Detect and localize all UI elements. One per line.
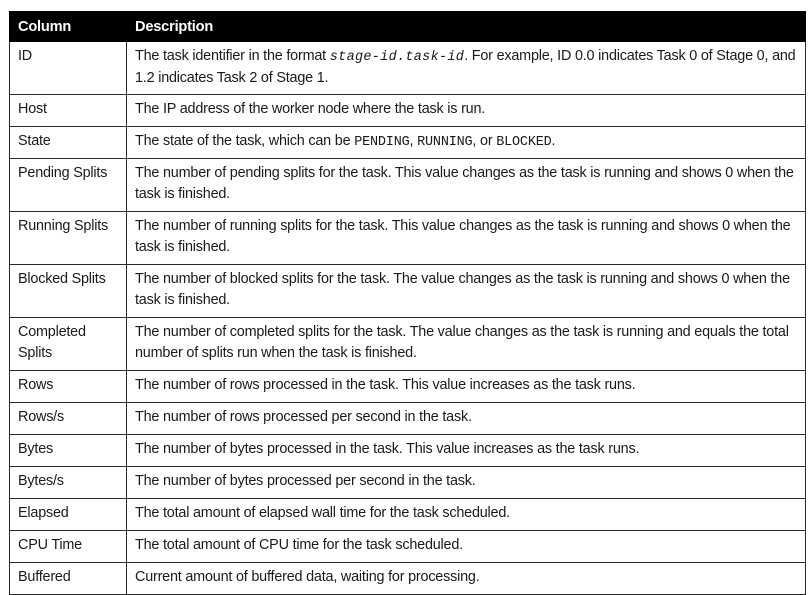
row-description: The number of rows processed per second in the task. [127, 403, 806, 435]
table-row [10, 318, 806, 371]
table-row [10, 435, 806, 467]
row-description: The task identifier in the format stage-id.task-id. For example, ID 0.0 indicates Task 0 of Stage 0, and 1.2 indicates Task 2 of Stage 1. [127, 42, 806, 95]
table-row [10, 212, 806, 265]
table-row [10, 563, 806, 595]
row-column-name: Pending Splits [10, 159, 127, 212]
table-row [10, 467, 806, 499]
state-code-blocked: BLOCKED [496, 135, 552, 150]
table-row [10, 499, 806, 531]
row-column-name: Blocked Splits [10, 265, 127, 318]
table-row [10, 371, 806, 403]
table-row [10, 531, 806, 563]
table-row [10, 403, 806, 435]
row-description: The number of bytes processed in the task. This value increases as the task runs. [127, 435, 806, 467]
task-columns-table [9, 11, 806, 595]
table-row [10, 95, 806, 127]
row-description: The number of pending splits for the task. This value changes as the task is running and shows 0 when the task is finished. [127, 159, 806, 212]
row-column-name: CPU Time [10, 531, 127, 563]
row-column-name: ID [10, 42, 127, 95]
header-description: Description [127, 12, 806, 42]
row-column-name: Bytes [10, 435, 127, 467]
row-column-name: Buffered [10, 563, 127, 595]
row-column-name: State [10, 127, 127, 159]
format-code: stage-id.task-id [329, 50, 465, 65]
header-column: Column [10, 12, 127, 42]
table-row [10, 159, 806, 212]
row-description: The number of blocked splits for the task. The value changes as the task is running and shows 0 when the task is finished. [127, 265, 806, 318]
row-description: The number of rows processed in the task. This value increases as the task runs. [127, 371, 806, 403]
row-column-name: Completed Splits [10, 318, 127, 371]
table-row [10, 265, 806, 318]
row-description: The state of the task, which can be PENDING, RUNNING, or BLOCKED. [127, 127, 806, 159]
table-row [10, 127, 806, 159]
state-code-pending: PENDING [354, 135, 410, 150]
row-description: The number of completed splits for the task. The value changes as the task is running and equals the total number of splits run when the task is finished. [127, 318, 806, 371]
row-description: The IP address of the worker node where the task is run. [127, 95, 806, 127]
row-column-name: Host [10, 95, 127, 127]
row-description: The total amount of CPU time for the task scheduled. [127, 531, 806, 563]
row-column-name: Rows/s [10, 403, 127, 435]
row-description: Current amount of buffered data, waiting for processing. [127, 563, 806, 595]
row-column-name: Bytes/s [10, 467, 127, 499]
table-row [10, 42, 806, 95]
row-description: The number of running splits for the task. This value changes as the task is running and shows 0 when the task is finished. [127, 212, 806, 265]
state-code-running: RUNNING [417, 135, 473, 150]
table-header-row [10, 12, 806, 42]
row-column-name: Rows [10, 371, 127, 403]
row-column-name: Running Splits [10, 212, 127, 265]
row-description: The total amount of elapsed wall time for the task scheduled. [127, 499, 806, 531]
row-description: The number of bytes processed per second in the task. [127, 467, 806, 499]
row-column-name: Elapsed [10, 499, 127, 531]
